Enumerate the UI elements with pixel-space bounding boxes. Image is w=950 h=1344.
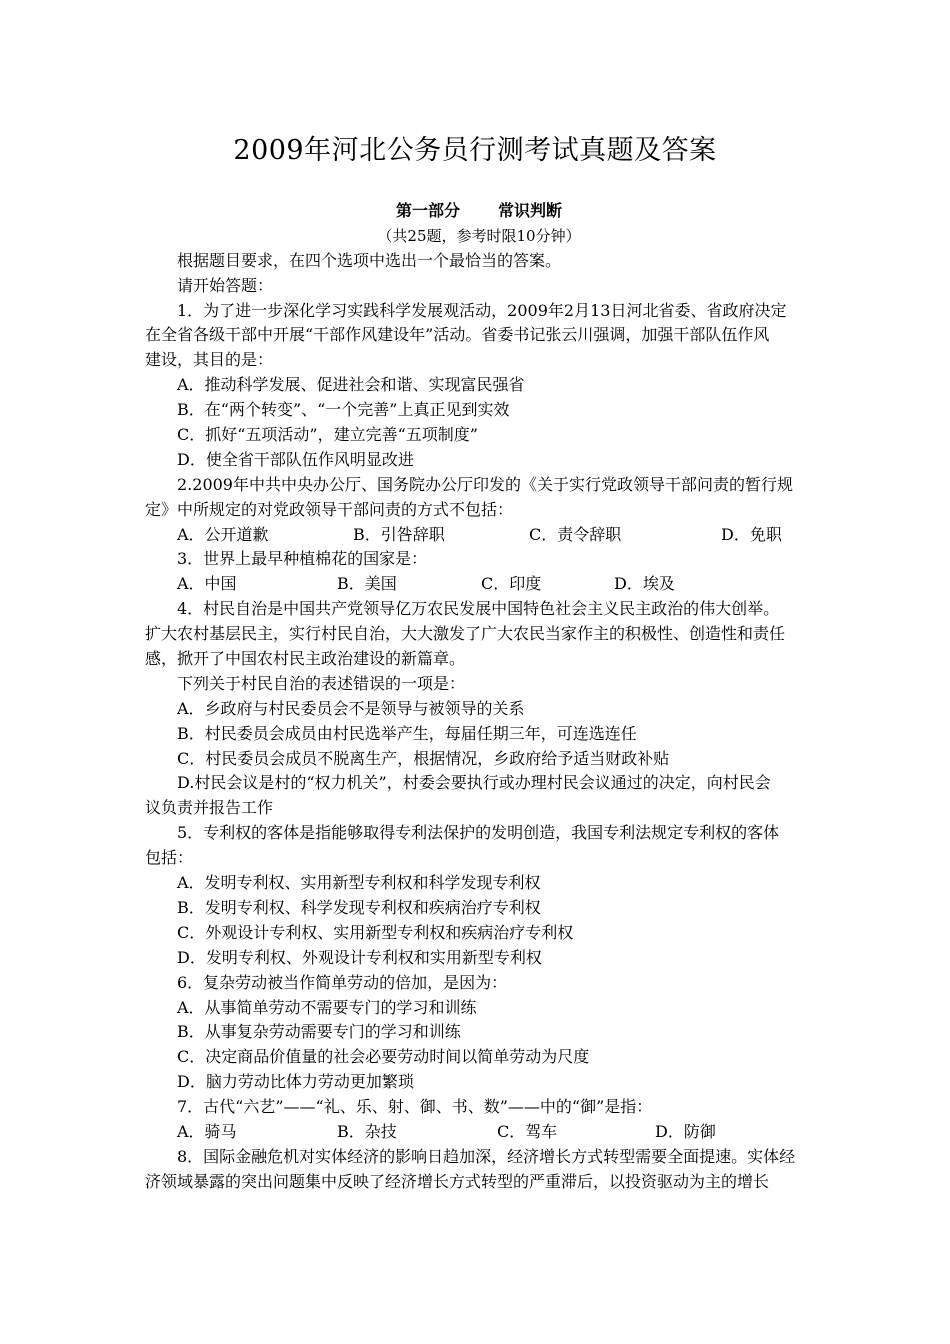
question-2-option: A．公开道歉 <box>177 524 269 544</box>
question-7-option: A．骑马 <box>177 1121 237 1141</box>
question-3-option: B．美国 <box>337 574 397 594</box>
question-2-option: C．责令辞职 <box>529 524 622 544</box>
question-2-option: B．引咎辞职 <box>353 524 445 544</box>
question-4-option: A．乡政府与村民委员会不是领导与被领导的关系 <box>177 698 525 718</box>
question-3-option: C．印度 <box>481 574 542 594</box>
question-2-option: D．免职 <box>721 524 782 544</box>
question-5-option: C．外观设计专利权、实用新型专利权和疾病治疗专利权 <box>177 922 574 942</box>
question-8-stem: 8．国际金融危机对实体经济的影响日趋加深，经济增长方式转型需要全面提速。实体经 <box>177 1146 796 1166</box>
question-4-stem: 扩大农村基层民主，实行村民自治，大大激发了广大农民当家作主的积极性、创造性和责任 <box>145 624 786 644</box>
question-5-stem: 5．专利权的客体是指能够取得专利法保护的发明创造，我国专利法规定专利权的客体 <box>177 823 780 843</box>
question-7-option: D．防御 <box>655 1121 716 1141</box>
question-1-option: C．抓好“五项活动”，建立完善“五项制度” <box>177 425 478 445</box>
question-7-stem: 7．古代“六艺”——“礼、乐、射、御、书、数”——中的“御”是指： <box>177 1097 653 1117</box>
section-part: 第一部分 <box>395 201 460 220</box>
question-4-option: 议负责并报告工作 <box>145 798 274 818</box>
question-1-stem: 在全省各级干部中开展“干部作风建设年”活动。省委书记张云川强调，加强干部队伍作风 <box>145 325 770 345</box>
question-1-option: B．在“两个转变”、“一个完善”上真正见到实效 <box>177 400 510 420</box>
question-6-option: C．决定商品价值量的社会必要劳动时间以简单劳动为尺度 <box>177 1047 590 1067</box>
question-4-option: C．村民委员会成员不脱离生产，根据情况，乡政府给予适当财政补贴 <box>177 748 670 768</box>
question-2-stem: 定》中所规定的对党政领导干部问责的方式不包括： <box>145 499 514 519</box>
section-heading <box>145 199 813 224</box>
section-note: （共25题，参考时限10分钟） <box>377 226 581 245</box>
question-7-option: C．驾车 <box>497 1121 558 1141</box>
question-6-option: D．脑力劳动比体力劳动更加繁琐 <box>177 1072 414 1092</box>
question-5-option: D．发明专利权、外观设计专利权和实用新型专利权 <box>177 947 542 967</box>
question-5-stem: 包括： <box>145 848 194 868</box>
question-7-option: B．杂技 <box>337 1121 397 1141</box>
question-2-stem: 2.2009年中共中央办公厅、国务院办公厅印发的《关于实行党政领导干部问责的暂行规 <box>177 474 793 494</box>
question-3-option: A．中国 <box>177 574 237 594</box>
document-body <box>145 199 813 1195</box>
question-6-option: B．从事复杂劳动需要专门的学习和训练 <box>177 1022 461 1042</box>
instruction-line: 根据题目要求，在四个选项中选出一个最恰当的答案。 <box>177 250 562 270</box>
question-3-option: D．埃及 <box>614 574 675 594</box>
document-title: 2009年河北公务员行测考试真题及答案 <box>233 135 717 166</box>
section-name: 常识判断 <box>498 201 563 220</box>
question-1-stem: 建设，其目的是： <box>145 350 274 370</box>
question-5-option: A．发明专利权、实用新型专利权和科学发现专利权 <box>177 873 541 893</box>
question-7-options <box>145 1120 813 1145</box>
question-4-stem: 感，掀开了中国农村民主政治建设的新篇章。 <box>145 649 466 669</box>
question-3-options <box>145 572 813 597</box>
question-4-stem: 下列关于村民自治的表述错误的一项是： <box>177 673 466 693</box>
question-2-options <box>145 523 813 548</box>
instruction-line: 请开始答题： <box>177 275 274 295</box>
question-6-option: A．从事简单劳动不需要专门的学习和训练 <box>177 997 477 1017</box>
question-1-option: A．推动科学发展、促进社会和谐、实现富民强省 <box>177 375 525 395</box>
question-4-option: D.村民会议是村的“权力机关”，村委会要执行或办理村民会议通过的决定，向村民会 <box>177 773 771 793</box>
question-1-option: D．使全省干部队伍作风明显改进 <box>177 449 414 469</box>
question-4-stem: 4．村民自治是中国共产党领导亿万农民发展中国特色社会主义民主政治的伟大创举。 <box>177 599 780 619</box>
question-1-stem: 1．为了进一步深化学习实践科学发展观活动，2009年2月13日河北省委、省政府决定 <box>177 300 787 320</box>
question-6-stem: 6．复杂劳动被当作简单劳动的倍加，是因为： <box>177 972 508 992</box>
question-8-stem: 济领域暴露的突出问题集中反映了经济增长方式转型的严重滞后，以投资驱动为主的增长 <box>145 1171 770 1191</box>
question-3-stem: 3．世界上最早种植棉花的国家是： <box>177 549 428 569</box>
question-5-option: B．发明专利权、科学发现专利权和疾病治疗专利权 <box>177 897 541 917</box>
question-4-option: B．村民委员会成员由村民选举产生，每届任期三年，可连选连任 <box>177 723 637 743</box>
